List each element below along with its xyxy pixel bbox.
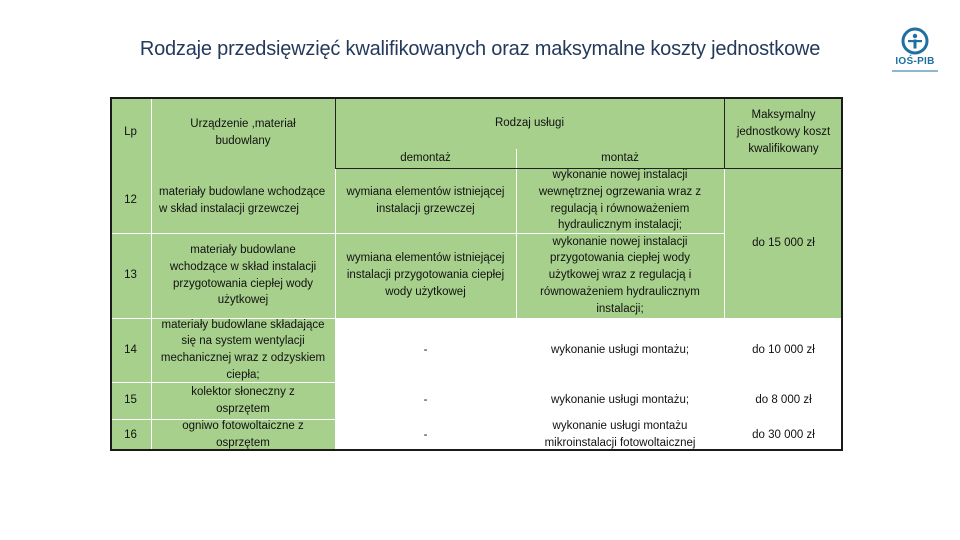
row-13-urzadzenie: materiały budowlane wchodzące w skład instalacji przygotowania ciepłej wody użytkowej [151,233,335,318]
header-demontaz: demontaż [335,149,516,168]
row-15-demontaz: - [335,382,516,419]
col-separator [335,99,336,449]
row-separator [112,233,724,234]
row-15-montaz: wykonanie usługi montażu; [516,382,724,419]
row-12-13-koszt: do 15 000 zł [724,168,843,318]
logo-text: IOŚ-PIB [895,56,935,67]
row-separator [112,318,841,319]
header-lp: Lp [110,97,151,168]
row-separator [112,382,841,383]
row-16-demontaz: - [335,419,516,451]
row-13-demontaz: wymiana elementów istniejącej instalacji przygotowania ciepłej wody użytkowej [335,233,516,318]
header-montaz: montaż [516,149,724,168]
row-14-montaz: wykonanie usługi montażu; [516,318,724,382]
row-15-koszt: do 8 000 zł [724,382,843,419]
row-12-demontaz: wymiana elementów istniejącej instalacji grzewczej [335,168,516,233]
row-14-koszt: do 10 000 zł [724,318,843,382]
col-separator [516,149,517,449]
row-14-lp: 14 [110,318,151,382]
row-16-urzadzenie: ogniwo fotowoltaiczne z osprzętem [151,419,335,451]
row-16-koszt: do 30 000 zł [724,419,843,451]
col-separator [151,99,152,449]
row-separator [112,419,841,420]
row-12-montaz: wykonanie nowej instalacji wewnętrznej ogrzewania wraz z regulacją i równoważeniem hydraulicznym instalacji; [516,168,724,233]
row-12-urzadzenie: materiały budowlane wchodzące w skład instalacji grzewczej [151,168,335,233]
logo-underline [892,70,938,72]
col-separator [724,99,725,449]
row-12-lp: 12 [110,168,151,233]
row-13-lp: 13 [110,233,151,318]
row-14-urzadzenie: materiały budowlane składające się na system wentylacji mechanicznej wraz z odzyskiem ciepła; [151,318,335,382]
header-max-koszt: Maksymalny jednostkowy koszt kwalifikowany [724,97,843,168]
header-urzadzenie: Urządzenie ,materiał budowlany [151,97,335,168]
row-15-urzadzenie: kolektor słoneczny z osprzętem [151,382,335,419]
header-rodzaj-uslugi: Rodzaj usługi [335,97,724,149]
row-16-lp: 16 [110,419,151,451]
row-13-montaz: wykonanie nowej instalacji przygotowania ciepłej wody użytkowej wraz z regulacją i równoważeniem hydraulicznym instalacji; [516,233,724,318]
ios-pib-logo [884,26,946,78]
page-title: Rodzaje przedsięwzięć kwalifikowanych oraz maksymalne koszty jednostkowe [139,38,821,60]
ios-pib-logo-icon [884,26,946,56]
row-14-demontaz: - [335,318,516,382]
row-16-montaz: wykonanie usługi montażu mikroinstalacji fotowoltaicznej [516,419,724,451]
row-15-lp: 15 [110,382,151,419]
